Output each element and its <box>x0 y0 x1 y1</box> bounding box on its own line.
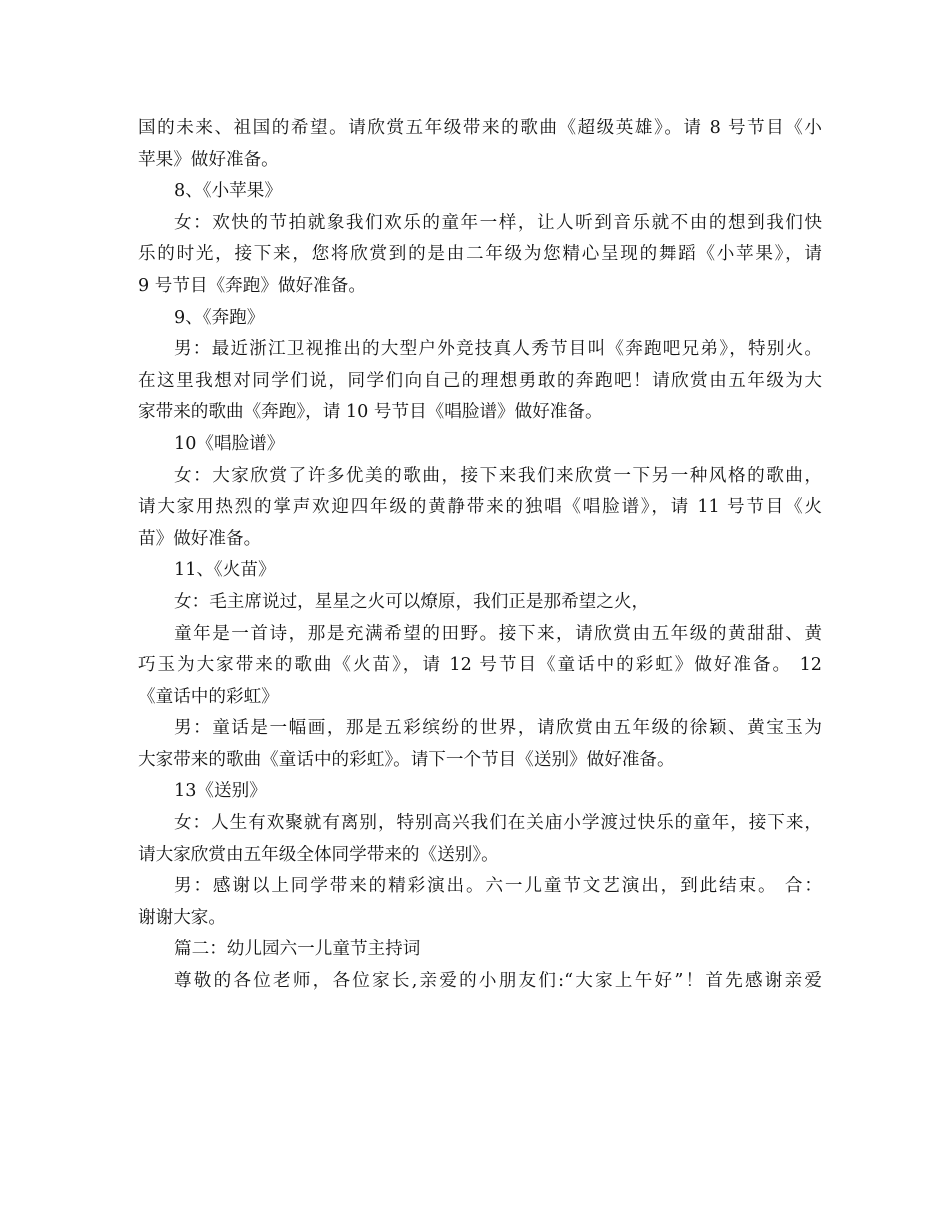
text-line: 女：人生有欢聚就有离别，特别高兴我们在关庙小学渡过快乐的童年，接下来， <box>174 813 822 834</box>
text-line: 尊敬的各位老师，各位家长,亲爱的小朋友们:“大家上午好”！首先感谢亲爱 <box>174 971 822 992</box>
text-line: 大家带来的歌曲《童话中的彩虹》。请下一个节目《送别》做好准备。 <box>138 749 675 770</box>
text-line: 女：大家欣赏了许多优美的歌曲，接下来我们来欣赏一下另一种风格的歌曲， <box>174 465 822 486</box>
text-line: 苹果》做好准备。 <box>138 149 279 170</box>
text-line: 男：童话是一幅画，那是五彩缤纷的世界，请欣赏由五年级的徐颖、黄宝玉为 <box>174 718 822 739</box>
text-line: 谢谢大家。 <box>138 907 226 928</box>
text-line: 请大家欣赏由五年级全体同学带来的《送别》。 <box>138 844 499 865</box>
text-line: 9 号节目《奔跑》做好准备。 <box>138 275 366 296</box>
text-line: 男：最近浙江卫视推出的大型户外竞技真人秀节目叫《奔跑吧兄弟》，特别火。 <box>174 339 822 360</box>
text-line: 在这里我想对同学们说，同学们向自己的理想勇敢的奔跑吧！请欣赏由五年级为大 <box>138 370 822 391</box>
text-line: 9、《奔跑》 <box>174 307 265 328</box>
text-line: 10《唱脸谱》 <box>174 433 285 454</box>
text-line: 女：毛主席说过，星星之火可以燎原，我们正是那希望之火， <box>174 591 650 612</box>
text-line: 篇二：幼儿园六一儿童节主持词 <box>174 939 421 960</box>
text-line: 苗》做好准备。 <box>138 528 262 549</box>
text-line: 男：感谢以上同学带来的精彩演出。六一儿童节文艺演出，到此结束。 合： <box>174 876 822 897</box>
text-line: 请大家用热烈的掌声欢迎四年级的黄静带来的独唱《唱脸谱》，请 11 号节目《火 <box>138 497 822 518</box>
text-line: 乐的时光，接下来，您将欣赏到的是由二年级为您精心呈现的舞蹈《小苹果》，请 <box>138 244 822 265</box>
text-line: 国的未来、祖国的希望。请欣赏五年级带来的歌曲《超级英雄》。请 8 号节目《小 <box>138 118 822 138</box>
text-line: 童年是一首诗，那是充满希望的田野。接下来，请欣赏由五年级的黄甜甜、黄 <box>174 623 822 644</box>
text-line: 家带来的歌曲《奔跑》，请 10 号节目《唱脸谱》做好准备。 <box>138 402 603 423</box>
text-line: 13《送别》 <box>174 781 267 802</box>
text-line: 11、《火苗》 <box>174 560 276 581</box>
text-line: 《童话中的彩虹》 <box>138 686 279 707</box>
text-line: 巧玉为大家带来的歌曲《火苗》，请 12 号节目《童话中的彩虹》做好准备。 12 <box>138 655 822 676</box>
text-line: 8、《小苹果》 <box>174 181 282 202</box>
text-line: 女：欢快的节拍就象我们欢乐的童年一样，让人听到音乐就不由的想到我们快 <box>174 212 822 233</box>
document-body <box>138 113 822 998</box>
